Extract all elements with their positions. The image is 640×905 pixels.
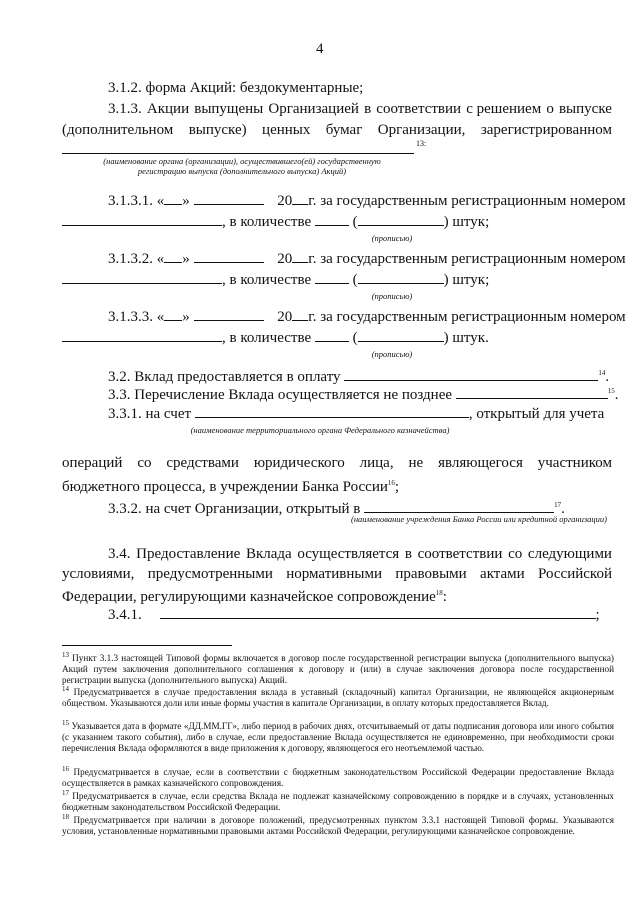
- month-blank[interactable]: [194, 248, 264, 263]
- condition-blank[interactable]: [160, 604, 596, 619]
- paragraph-text: 3.3. Перечисление Вклада осуществляется не позднее: [108, 387, 453, 403]
- footnote-14: [62, 684, 614, 709]
- paragraph-3-4-1: [108, 604, 600, 624]
- text-word: выпуске: [558, 101, 612, 117]
- text-word: соответствии: [417, 546, 503, 562]
- text-word: ценных: [262, 122, 311, 138]
- footnote-ref-15: 15: [607, 387, 615, 395]
- text-word: являющегося: [438, 455, 523, 471]
- year-blank[interactable]: [292, 306, 308, 321]
- reg-number-blank[interactable]: [62, 327, 222, 342]
- footnote-ref-13: 13:: [416, 139, 427, 148]
- text-word: бумаг: [325, 122, 363, 138]
- footnote-number: 16: [62, 765, 69, 773]
- text-word: Предоставление: [136, 546, 241, 562]
- paragraph-3-1-2: 3.1.2. форма Акций: бездокументарные;: [108, 80, 364, 96]
- caption-registration-body: (наименование органа (организации), осуществившего(ей) государственную регистрацию выпуска (дополнительного выпуска) Акций): [103, 156, 381, 176]
- text-word: Организации,: [377, 122, 466, 138]
- paragraph-text: бюджетного процесса, в учреждении Банка России: [62, 479, 388, 495]
- day-blank[interactable]: [164, 248, 182, 263]
- text-word: зарегистрированном: [480, 122, 612, 138]
- footnote-text: Предусматривается в случае, если в соответствии с бюджетным законодательством Российской Федерации предоставление Вклада осуществляется в рамках казначейского сопровождения.: [62, 767, 614, 789]
- quote-close: »: [182, 309, 194, 325]
- text-word: участником: [537, 455, 612, 471]
- paragraph-3-4-line3: [62, 584, 447, 606]
- month-blank[interactable]: [194, 190, 264, 205]
- text-word: нормативными: [286, 566, 382, 582]
- qty-label: , в количестве: [222, 272, 315, 288]
- registration-text: г. за государственным регистрационным номером: [308, 309, 626, 325]
- registration-qty-line: [62, 211, 489, 231]
- text-word: Вклада: [245, 546, 292, 562]
- text-word: соответствии: [376, 101, 462, 117]
- qty-end: ) штук;: [443, 272, 490, 288]
- qty-end: ) штук;: [443, 214, 490, 230]
- registration-text: г. за государственным регистрационным номером: [308, 193, 626, 209]
- text-word: выпуске): [188, 122, 247, 138]
- year-prefix: 20: [277, 193, 293, 209]
- month-blank[interactable]: [194, 306, 264, 321]
- text-word: лица,: [359, 455, 394, 471]
- qty-words-blank[interactable]: [358, 327, 444, 342]
- punctuation: :: [442, 589, 447, 605]
- footnote-number: 15: [62, 719, 69, 727]
- text-word: в: [364, 101, 372, 117]
- text-word: средствами: [166, 455, 239, 471]
- text-word: в: [404, 546, 412, 562]
- text-word: Акции: [146, 101, 190, 117]
- qty-blank[interactable]: [315, 269, 349, 284]
- footnote-ref-17: 17: [554, 501, 562, 509]
- year-blank[interactable]: [292, 248, 308, 263]
- text-word: с решением: [466, 101, 542, 117]
- registration-text: г. за государственным регистрационным номером: [308, 251, 626, 267]
- paragraph-3-4-line1: [108, 545, 612, 563]
- text-word: осуществляется: [297, 546, 400, 562]
- footnote-number: 13: [62, 651, 69, 659]
- text-word: 3.1.3.: [108, 101, 142, 117]
- reg-number-blank[interactable]: [62, 211, 222, 226]
- paren-open: (: [352, 214, 358, 230]
- paragraph-3-1-3-line2: [62, 121, 612, 139]
- footnote-text: Пункт 3.1.3 настоящей Типовой формы включается в договор после государственной регистрации выпуска (дополнительного выпуска) Акций путем заключения дополнительного соглашения к договору и (или) в случае заключения договора после государственной регистрации выпуска (дополнительного выпуска) Акций.: [62, 653, 614, 686]
- share-blank[interactable]: [344, 366, 598, 381]
- qty-blank[interactable]: [315, 211, 349, 226]
- paragraph-text: 3.3.1. на счет: [108, 406, 192, 422]
- year-prefix: 20: [277, 251, 293, 267]
- footnote-15: [62, 718, 614, 754]
- footnote-separator: [62, 645, 232, 646]
- qty-words-blank[interactable]: [358, 269, 444, 284]
- quote-close: »: [182, 193, 194, 209]
- punctuation: ;: [394, 479, 400, 495]
- paragraph-text: 3.3.2. на счет Организации, открытый в: [108, 501, 361, 517]
- caption-bank: (наименование учреждения Банка России или кредитной организации): [351, 514, 607, 524]
- paragraph-3-4-line2: [62, 565, 612, 583]
- paragraph-3-3-1: [108, 403, 604, 423]
- qty-end: ) штук.: [443, 330, 489, 346]
- registration-qty-line: [62, 327, 489, 347]
- text-word: не: [408, 455, 424, 471]
- quote-close: »: [182, 251, 194, 267]
- text-word: условиями,: [62, 566, 135, 582]
- footnote-17: [62, 788, 614, 813]
- caption-in-words: (прописью): [371, 291, 413, 301]
- qty-label: , в количестве: [222, 330, 315, 346]
- text-word: выпущены: [194, 101, 264, 117]
- text-word: предусмотренными: [147, 566, 273, 582]
- footnote-13: [62, 650, 614, 686]
- paragraph-3-3-2: 3.3.2. на счет Организации, открытый в $^{17}$.: [108, 496, 565, 518]
- treasury-body-blank[interactable]: [195, 403, 469, 418]
- footnote-number: 17: [62, 789, 69, 797]
- footnote-18: [62, 812, 614, 837]
- paragraph-text: , открытый для учета: [468, 406, 605, 422]
- footnote-ref-16: 16: [387, 479, 395, 487]
- text-word: правовыми: [395, 566, 467, 582]
- qty-label: , в количестве: [222, 214, 315, 230]
- footnote-ref-18: 18: [435, 589, 443, 597]
- registration-line-1: [108, 190, 626, 210]
- footnote-text: Предусматривается при наличии в договоре положений, предусмотренных пунктом 3.3.1 настоящей Типовой формы. Указываются условия, установленные нормативными правовыми актами Российской Федерации, регулирующими казначейское сопровождение.: [62, 815, 614, 837]
- year-prefix: 20: [277, 309, 293, 325]
- footnote-text: Указывается дата в формате «ДД.ММ.ГГ», либо период в рабочих днях, отсчитываемый от даты подписания договора или иного события (с указанием такого события), либо в случае, если предоставление Вклада осуществляется не единовременно, при необходимости сроки перечисления Вклада оформляются в виде приложения к договору, являющегося его неотъемлемой частью.: [62, 721, 614, 754]
- page-number: 4: [316, 41, 324, 57]
- paren-open: (: [352, 330, 358, 346]
- bank-blank[interactable]: [364, 498, 554, 513]
- paragraph-text: 3.2. Вклад предоставляется в оплату: [108, 369, 341, 385]
- paragraph-3-2: 3.2. Вклад предоставляется в оплату $^{14}$.: [108, 364, 609, 386]
- footnote-text: Предусматривается в случае предоставления вклада в уставный (складочный) капитал Организации, не являющейся акционерным обществом. Указываются доли или иные формы участия в капитале Организации, в оплату которых предоставляется Вклад.: [62, 687, 614, 709]
- year-blank[interactable]: [292, 190, 308, 205]
- day-blank[interactable]: [164, 190, 182, 205]
- text-word: со: [508, 546, 523, 562]
- text-word: Организацией: [268, 101, 359, 117]
- registration-line-1: [108, 248, 626, 268]
- paragraph-3-3-1-line3: [62, 474, 399, 496]
- date-blank[interactable]: [456, 384, 608, 399]
- paren-open: (: [352, 272, 358, 288]
- text-word: со: [137, 455, 152, 471]
- qty-words-blank[interactable]: [358, 211, 444, 226]
- caption-in-words: (прописью): [371, 233, 413, 243]
- footnote-ref-14: 14: [598, 369, 606, 377]
- registration-qty-line: [62, 269, 489, 289]
- caption-in-words: (прописью): [371, 349, 413, 359]
- item-number: 3.1.3.3. «: [108, 309, 165, 325]
- text-word: юридического: [253, 455, 345, 471]
- day-blank[interactable]: [164, 306, 182, 321]
- reg-number-blank[interactable]: [62, 269, 222, 284]
- footnote-16: [62, 764, 614, 789]
- registration-line-1: [108, 306, 626, 326]
- text-word: актами: [480, 566, 525, 582]
- paragraph-3-1-3-line1: [108, 100, 612, 118]
- paragraph-3-3: 3.3. Перечисление Вклада осуществляется не позднее $^{15}$.: [108, 382, 619, 404]
- text-word: следующими: [527, 546, 612, 562]
- text-word: 3.4.: [108, 546, 131, 562]
- paragraph-3-3-1-line2: [62, 454, 612, 472]
- footnote-text: Предусматривается в случае, если средства Вклада не подлежат казначейскому сопровождению в порядке и в случаях, установленных бюджетным законодательством Российской Федерации.: [62, 791, 614, 813]
- item-number: 3.1.3.1. «: [108, 193, 165, 209]
- paragraph-text: Федерации, регулирующими казначейское сопровождение: [62, 589, 436, 605]
- text-word: операций: [62, 455, 123, 471]
- item-number: 3.1.3.2. «: [108, 251, 165, 267]
- registration-body-blank[interactable]: [62, 153, 414, 154]
- footnote-number: 14: [62, 685, 69, 693]
- text-word: о: [546, 101, 554, 117]
- caption-treasury-body: (наименование территориального органа Федерального казначейства): [190, 425, 450, 435]
- qty-blank[interactable]: [315, 327, 349, 342]
- text-word: Российской: [538, 566, 612, 582]
- punctuation: ;: [595, 607, 600, 623]
- footnote-number: 18: [62, 813, 69, 821]
- text-word: (дополнительном: [62, 122, 174, 138]
- item-number: 3.4.1.: [108, 607, 142, 623]
